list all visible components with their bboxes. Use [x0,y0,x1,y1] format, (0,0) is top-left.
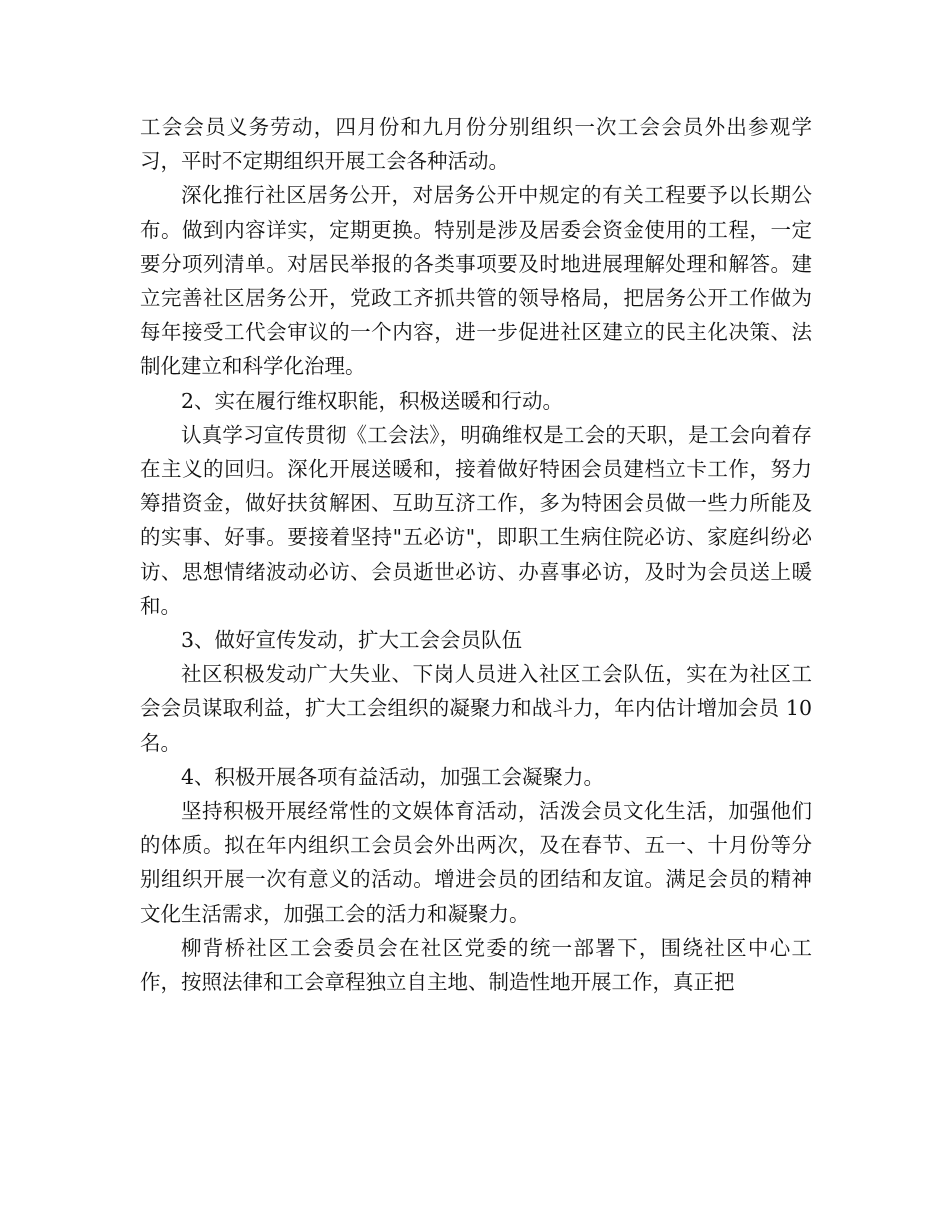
paragraph-3: 认真学习宣传贯彻《工会法》，明确维权是工会的天职，是工会向着存在主义的回归。深化开展送暖和，接着做好特困会员建档立卡工作，努力筹措资金，做好扶贫解困、互助互济工作，多为特困会员做一些力所能及的实事、好事。要接着坚持"五必访"，即职工生病住院必访、家庭纠纷必访、思想情绪波动必访、会员逝世必访、办喜事必访，及时为会员送上暖和。 [140,422,812,618]
section-heading-3: 3、做好宣传发动，扩大工会会员队伍 [181,628,523,653]
paragraph-2: 深化推行社区居务公开，对居务公开中规定的有关工程要予以长期公布。做到内容详实，定期更换。特别是涉及居委会资金使用的工程，一定要分项列清单。对居民举报的各类事项要及时地进展理解处理和解答。建立完善社区居务公开，党政工齐抓共管的领导格局，把居务公开工作做为每年接受工代会审议的一个内容，进一步促进社区建立的民主化决策、法制化建立和科学化治理。 [140,183,812,379]
paragraph-6: 柳背桥社区工会委员会在社区党委的统一部署下，围绕社区中心工作，按照法律和工会章程独立自主地、制造性地开展工作，真正把 [140,935,812,995]
document-body [140,110,812,999]
paragraph-5: 坚持积极开展经常性的文娱体育活动，活泼会员文化生活，加强他们的体质。拟在年内组织工会员会外出两次，及在春节、五一、十月份等分别组织开展一次有意义的活动。增进会员的团结和友谊。满足会员的精神文化生活需求，加强工会的活力和凝聚力。 [140,799,812,926]
paragraph-4: 社区积极发动广大失业、下岗人员进入社区工会队伍，实在为社区工会会员谋取利益，扩大工会组织的凝聚力和战斗力，年内估计增加会员 10 名。 [140,662,812,755]
section-heading-4: 4、积极开展各项有益活动，加强工会凝聚力。 [181,764,605,789]
section-heading-2: 2、实在履行维权职能，积极送暖和行动。 [181,388,564,413]
paragraph-1: 工会会员义务劳动，四月份和九月份分别组织一次工会会员外出参观学习，平时不定期组织开展工会各种活动。 [140,115,812,174]
